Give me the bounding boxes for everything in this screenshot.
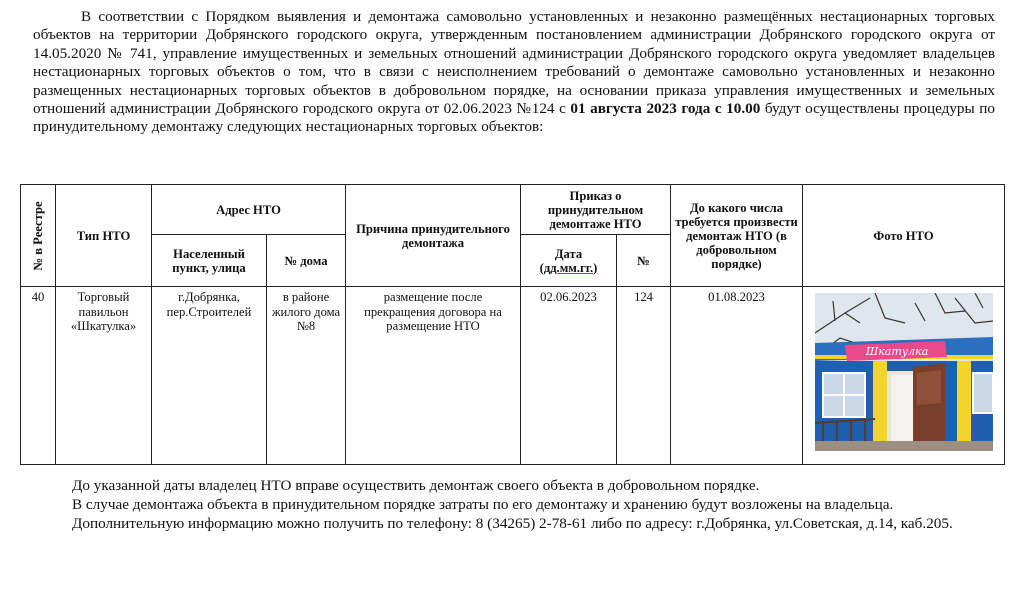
- cell-type: Торговый павильон «Шкатулка»: [56, 287, 152, 465]
- table-row: [21, 287, 1005, 465]
- header-type: Тип НТО: [56, 185, 152, 287]
- cell-deadline: 01.08.2023: [671, 287, 803, 465]
- header-order-date-format: (дд.мм.гг.): [539, 260, 598, 275]
- intro-text-before: В соответствии с Порядком выявления и демонтажа самовольно установленных и незаконно размещённых нестационарных торговых объектов на территории Добрянского городского округа, утвержденным постановлением администрации Добрянского городского округа от 14.05.2020 № 741, управление имущественных и земельных отношений администрации Добрянского городского округа уведомляет владельцев нестационарных торговых объектов о том, что в связи с неисполнением требований о демонтаже самовольно установленных и незаконно размещенных нестационарных торговых объектов в добровольном порядке, на основании приказа управления имущественных и земельных отношений администрации Добрянского городского округа от 02.06.2023 №124 с: [33, 8, 995, 118]
- outro-paragraph-3: Дополнительную информацию можно получить по телефону: 8 (34265) 2-78-61 либо по адресу: г.Добрянка, ул.Советская, д.14, каб.205.: [72, 515, 953, 532]
- header-photo: Фото НТО: [803, 185, 1005, 287]
- header-registry-no: № в Реестре: [21, 185, 56, 287]
- nto-photo: [815, 293, 993, 451]
- cell-photo: [803, 287, 1005, 465]
- outro-text: [26, 476, 1004, 533]
- header-order-date: Дата (дд.мм.гг.): [521, 235, 617, 287]
- header-locality: Населенный пункт, улица: [152, 235, 267, 287]
- cell-house: в районе жилого дома №8: [267, 287, 346, 465]
- header-address: Адрес НТО: [152, 185, 346, 235]
- header-order: Приказ о принудительном демонтаже НТО: [521, 185, 671, 235]
- nto-table: [20, 184, 1005, 465]
- photo-sign-text: Шкатулка: [865, 345, 929, 358]
- intro-bold-date: 01 августа 2023 года с 10.00: [570, 100, 761, 118]
- header-deadline: До какого числа требуется произвести демонтаж НТО (в добровольном порядке): [671, 185, 803, 287]
- intro-paragraph: [33, 8, 995, 137]
- outro-paragraph-1: До указанной даты владелец НТО вправе осуществить демонтаж своего объекта в добровольном порядке.: [72, 477, 760, 494]
- header-house: № дома: [267, 235, 346, 287]
- cell-locality: г.Добрянка, пер.Строителей: [152, 287, 267, 465]
- intro-text-after: будут осуществлены процедуры по принудительному демонтажу следующих нестационарных торговых объектов:: [33, 100, 995, 136]
- cell-order-date: 02.06.2023: [521, 287, 617, 465]
- header-order-no: №: [617, 235, 671, 287]
- header-reason: Причина принудительного демонтажа: [346, 185, 521, 287]
- outro-paragraph-2: В случае демонтажа объекта в принудительном порядке затраты по его демонтажу и хранению будут возложены на владельца.: [72, 496, 894, 513]
- cell-registry-no: 40: [21, 287, 56, 465]
- cell-order-no: 124: [617, 287, 671, 465]
- cell-reason: размещение после прекращения договора на размещение НТО: [346, 287, 521, 465]
